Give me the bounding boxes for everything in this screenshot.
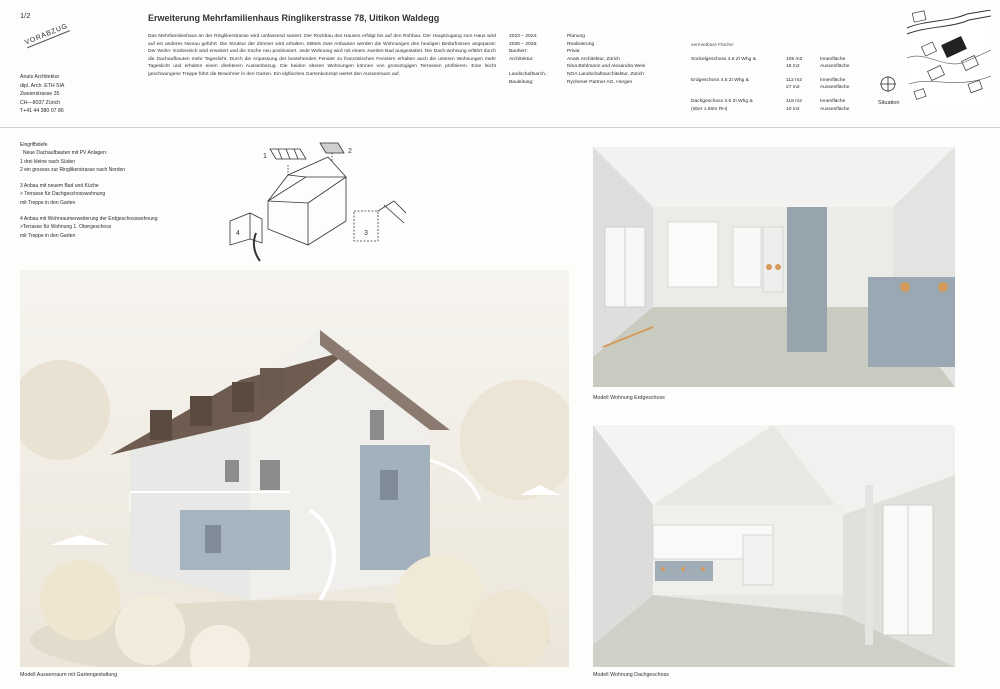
meta-value: Planung bbox=[567, 34, 585, 39]
meta-value: Privat bbox=[567, 49, 580, 55]
step-line: Neue Dachaufbauten mit PV Anlagen: bbox=[23, 150, 108, 157]
step-line: > Terrasse für Dachgeschosswohnung bbox=[20, 191, 106, 198]
office-line: dipl. Arch. ETH SIA bbox=[20, 82, 65, 89]
project-description: Das Mehrfamilienhaus an der Ringlikerstrasse wird umfassend saniert. Der Rückbau des Hauses erfolgt bis auf den Rohbau. Der Hauptzugang zum Haus wird auf ein anderes Niveau geführt. Die Struktur der Zimmer wird erhalten. Mittels zwei Anbauten werden die Wohnungen den heutigen Bedürfnissen angepasst: Der Wohn- Essbereich wird erweitert und die Küche neu positioniert. Jede Wohnung wird mit einem zweiten Bad ausgestattet. Die Dach-wohnung erfährt durch die Dachaufbauten mehr Tageslicht. Durch die Anpassung der bestehenden Fenster zu französischen Fenstern erhalten auch die unteren Wohnungen mehr Tageslicht und erhalten einen direkteren Aussenbezug. Die beiden oberen Wohnungen können von grosszügigen Terrassen profitieren. Eine leicht geschwungene Treppe führt die Bewohner in den Garten. Ein idyllisches Gartenkonzept wertet den Aussenraum auf. bbox=[148, 34, 496, 77]
page-number: 1/2 bbox=[20, 11, 31, 20]
caption-ground-floor: Modell Wohnung Erdgeschoss bbox=[593, 395, 665, 401]
north-arrow-icon bbox=[880, 76, 896, 92]
meta-key: Landschaftsarch.: bbox=[509, 71, 548, 77]
step-line: 3 Anbau mit neuem Bad und Küche bbox=[20, 183, 99, 190]
iso-label: 3 bbox=[364, 230, 368, 237]
meta-row bbox=[509, 41, 677, 49]
area-type: Innenfläche bbox=[820, 77, 846, 83]
interior-ground-floor-render bbox=[593, 147, 955, 387]
area-row bbox=[691, 63, 860, 71]
unit-name: Erdgeschoss 4.5 Zi Whg & bbox=[691, 77, 749, 83]
unit-name: Dachgeschoss 3.5 Zi Whg & bbox=[691, 98, 753, 104]
meta-key bbox=[509, 63, 567, 71]
meta-value: Realisierung bbox=[567, 41, 595, 47]
unit-name: Sockelgeschoss 4.5 Zi Whg & bbox=[691, 56, 756, 62]
area-value: 118 m2 bbox=[786, 98, 802, 104]
step-line: 2 ein grosses zur Ringlikerstrasse nach Norden bbox=[20, 166, 126, 173]
meta-key: 2025 – 2026: bbox=[509, 41, 538, 47]
interior-attic-render bbox=[593, 425, 955, 667]
meta-value: Nina Bühlmann und Alexandra Weis bbox=[567, 64, 646, 70]
step-line: mit Treppe in den Garten bbox=[20, 232, 76, 239]
meta-key: Bauleitung: bbox=[509, 79, 534, 85]
area-row bbox=[691, 98, 860, 106]
area-row bbox=[691, 106, 860, 114]
office-line: Anaïs Architektur bbox=[20, 74, 60, 80]
area-row bbox=[691, 77, 860, 85]
step-line: >Terrasse für Wohnung 1. Obergeschoss bbox=[20, 224, 112, 231]
header-divider bbox=[0, 127, 1000, 128]
step-line bbox=[20, 207, 158, 215]
step-line: 1 drei kleine nach Süden bbox=[20, 158, 76, 165]
area-type: Aussenfläche bbox=[820, 64, 850, 70]
meta-key: Bauherr: bbox=[509, 49, 528, 55]
step-line bbox=[20, 174, 158, 182]
step-line: 4 Anbau mit Wohnraumerweiterung der Erdgeschosswohnung bbox=[20, 216, 158, 223]
meta-row bbox=[509, 33, 677, 41]
area-value: 112 m2 bbox=[786, 77, 802, 83]
unit-name-note: (über 1.60m RH) bbox=[691, 106, 728, 112]
iso-label: 4 bbox=[236, 230, 240, 237]
area-value: 16 m2 bbox=[786, 64, 800, 70]
meta-key: Architektur: bbox=[509, 56, 534, 62]
area-type: Innenfläche bbox=[820, 98, 846, 104]
meta-row bbox=[509, 56, 677, 64]
caption-exterior: Modell Aussenraum mit Gartengestaltung bbox=[20, 672, 118, 678]
area-value: 10 m2 bbox=[786, 106, 800, 112]
area-table bbox=[691, 42, 860, 113]
caption-attic: Modell Wohnung Dachgeschoss bbox=[593, 672, 669, 678]
project-title: Erweiterung Mehrfamilienhaus Ringlikerstrasse 78, Uitikon Waldegg bbox=[148, 13, 440, 23]
meta-value: Rychener Partner AG, Horgen bbox=[567, 79, 633, 85]
meta-value: Anaïs Architektur, Zürich bbox=[567, 56, 621, 62]
area-row bbox=[691, 56, 860, 64]
interior-ground-floor-image bbox=[593, 147, 955, 387]
area-type: Aussenfläche bbox=[820, 106, 850, 112]
meta-row bbox=[509, 48, 677, 56]
exterior-render bbox=[20, 270, 569, 667]
situation-plan bbox=[905, 10, 991, 106]
area-type: Innenfläche bbox=[820, 56, 846, 62]
area-header: vermietbare Fläche: bbox=[691, 43, 735, 48]
meta-row bbox=[509, 63, 677, 71]
intervention-steps bbox=[20, 141, 158, 240]
meta-value: NOA Landschaftsarchitektur, Zürich bbox=[567, 71, 644, 77]
iso-label: 2 bbox=[348, 148, 352, 155]
isometric-diagram bbox=[228, 141, 406, 263]
area-type: Aussenfläche bbox=[820, 85, 850, 91]
situation-label: Situation bbox=[878, 100, 900, 106]
iso-label: 1 bbox=[263, 153, 267, 160]
office-line: Zweierstrasse 35 bbox=[20, 91, 60, 98]
office-line: T+41 44 380 07 86 bbox=[20, 108, 64, 115]
area-row bbox=[691, 84, 860, 92]
interior-attic-image bbox=[593, 425, 955, 667]
office-line: CH—8037 Zürich bbox=[20, 99, 61, 106]
area-value: 27 m2 bbox=[786, 85, 800, 91]
area-value: 105 m2 bbox=[786, 56, 803, 62]
meta-key: 2023 – 2024: bbox=[509, 34, 538, 39]
exterior-render-image bbox=[20, 270, 569, 667]
step-line: mit Treppe in den Garten bbox=[20, 199, 76, 206]
meta-row bbox=[509, 79, 677, 87]
office-address bbox=[20, 73, 64, 116]
draft-stamp: VORABZUG bbox=[24, 22, 69, 47]
meta-row bbox=[509, 71, 677, 79]
steps-heading: Eingriffstiefe bbox=[20, 142, 48, 148]
project-meta bbox=[509, 33, 677, 86]
